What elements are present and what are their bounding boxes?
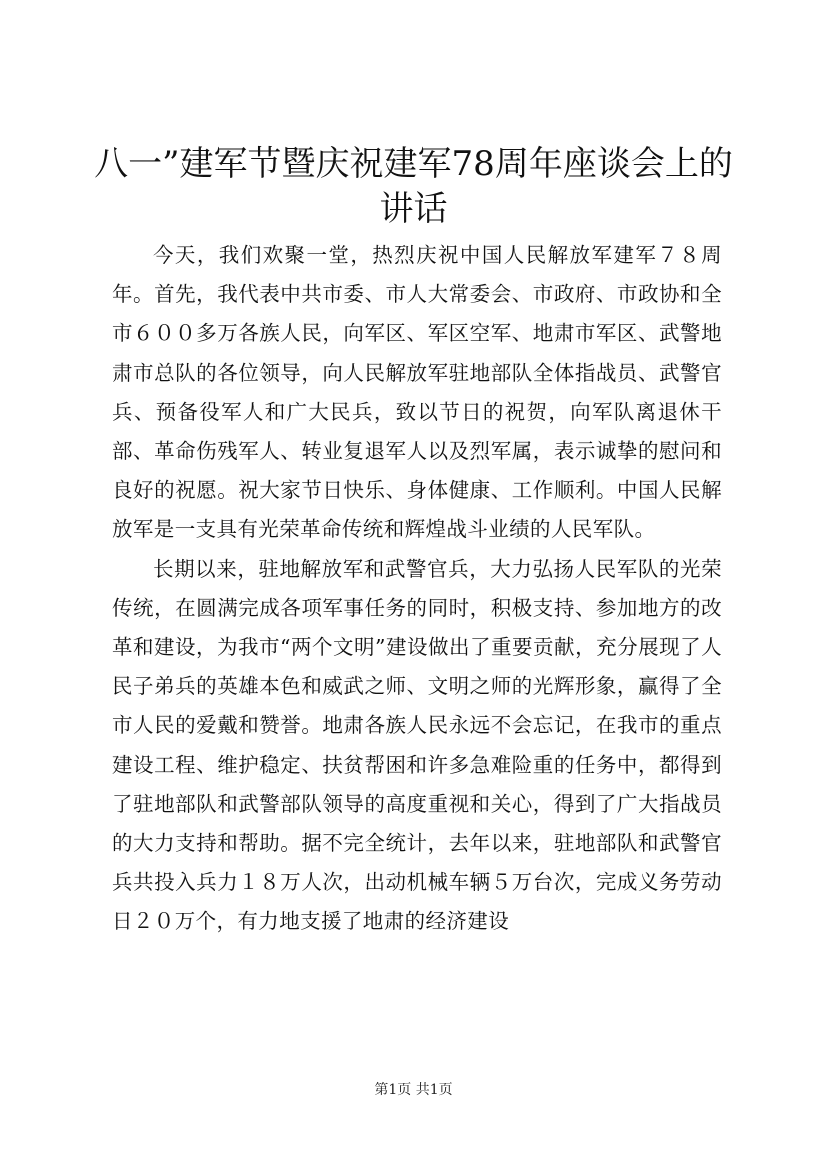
page-footer: 第1页 共1页 [374, 1082, 453, 1098]
paragraph-1: 今天，我们欢聚一堂，热烈庆祝中国人民解放军建军７８周年。首先，我代表中共市委、市人大常委会、市政府、市政协和全市６００多万各族人民，向军区、军区空军、地肃市军区、武警地肃市总队的各位领导，向人民解放军驻地部队全体指战员、武警官兵、预备役军人和广大民兵，致以节日的祝贺，向军队离退休干部、革命伤残军人、转业复退军人以及烈军属，表示诚挚的慰问和良好的祝愿。祝大家节日快乐、身体健康、工作顺利。中国人民解放军是一支具有光荣革命传统和辉煌战斗业绩的人民军队。 [112, 243, 722, 542]
document-body [112, 236, 722, 942]
paragraph-2: 长期以来，驻地解放军和武警官兵，大力弘扬人民军队的光荣传统，在圆满完成各项军事任务的同时，积极支持、参加地方的改革和建设，为我市“两个文明”建设做出了重要贡献，充分展现了人民子弟兵的英雄本色和威武之师、文明之师的光辉形象，赢得了全市人民的爱戴和赞誉。地肃各族人民永远不会忘记，在我市的重点建设工程、维护稳定、扶贫帮困和许多急难险重的任务中，都得到了驻地部队和武警部队领导的高度重视和关心，得到了广大指战员的大力支持和帮助。据不完全统计，去年以来，驻地部队和武警官兵共投入兵力１８万人次，出动机械车辆５万台次，完成义务劳动日２０万个，有力地支援了地肃的经济建设 [112, 556, 722, 934]
title-line-1: 八一”建军节暨庆祝建军78周年座谈会上的 [94, 144, 733, 184]
title-line-2: 讲话 [379, 189, 448, 229]
document-title [0, 142, 827, 232]
